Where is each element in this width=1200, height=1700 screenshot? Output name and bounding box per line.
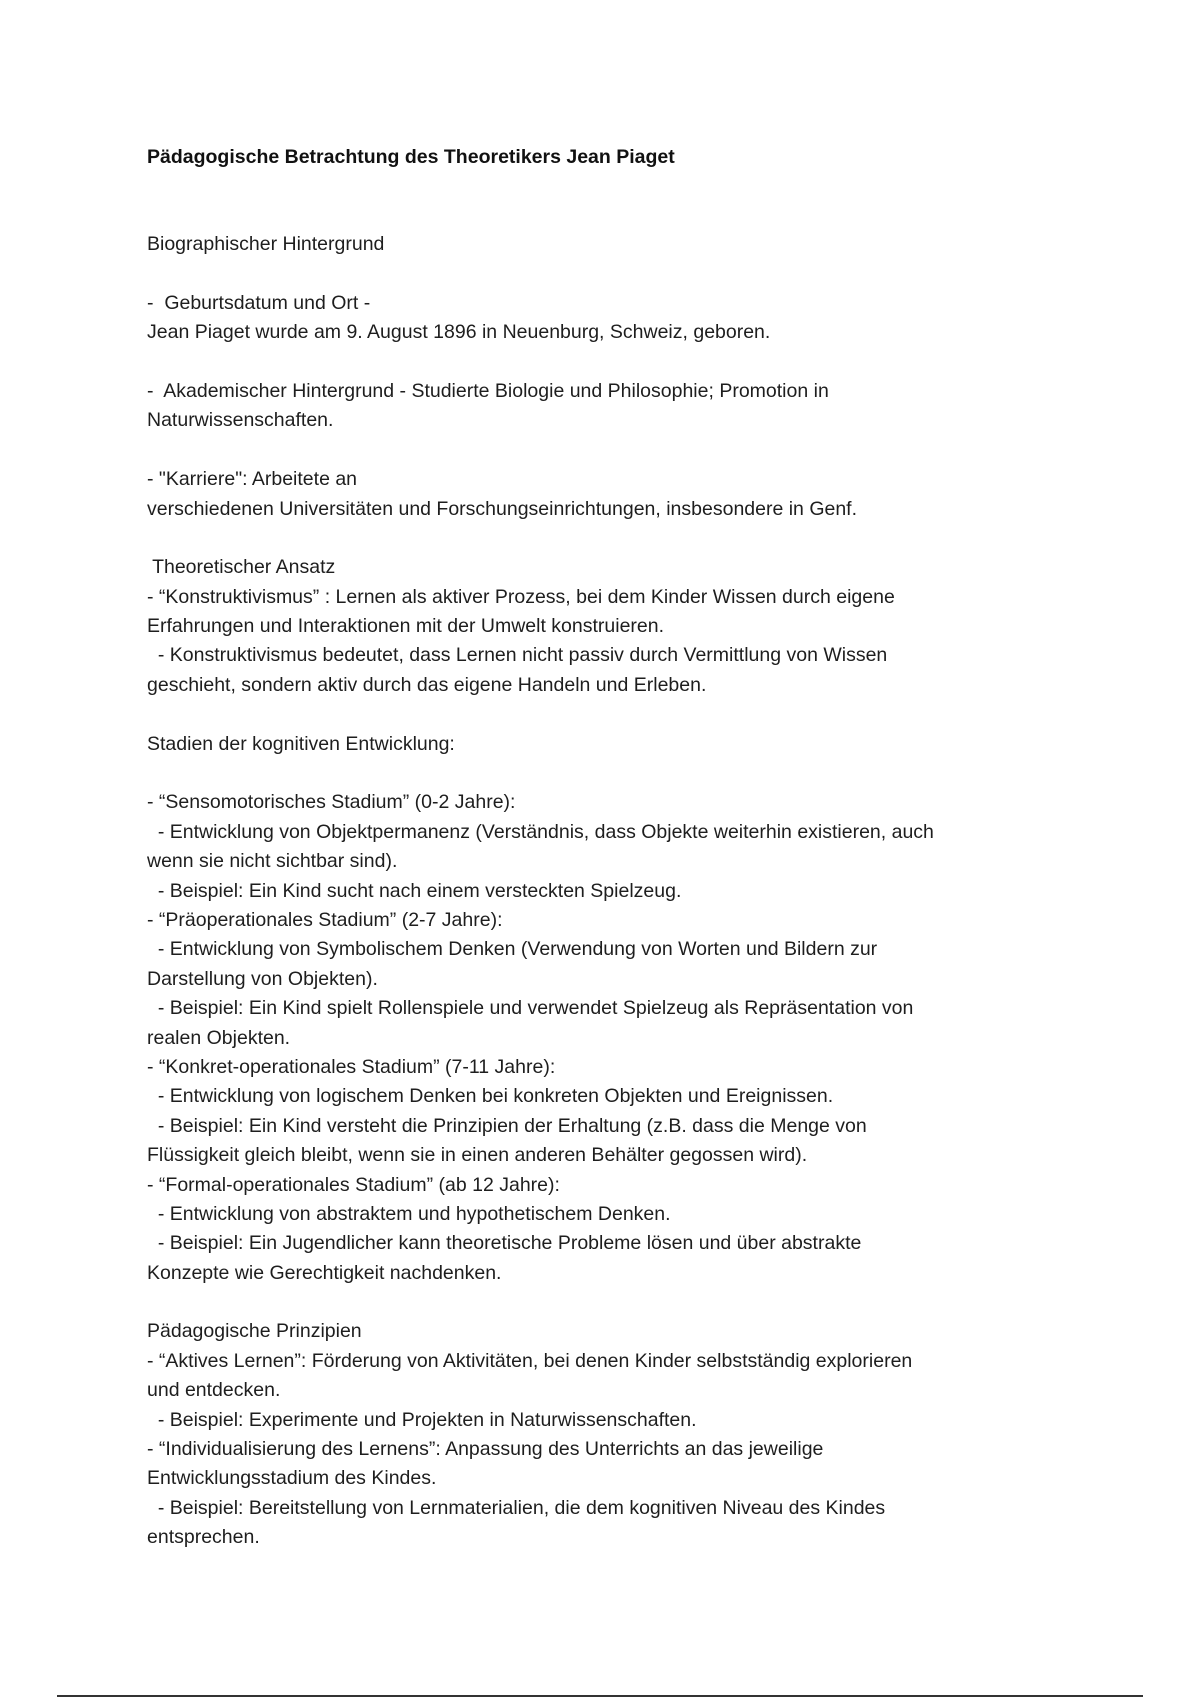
text-line: - Beispiel: Ein Kind sucht nach einem versteckten Spielzeug.	[147, 879, 682, 902]
document-body	[147, 230, 1067, 1553]
blank-line	[147, 1288, 1067, 1317]
text-line: Erfahrungen und Interaktionen mit der Umwelt konstruieren.	[147, 615, 665, 638]
section-heading-biography: Biographischer Hintergrund	[147, 233, 385, 255]
text-line: - “Individualisierung des Lernens”: Anpassung des Unterrichts an das jeweilige	[147, 1438, 824, 1461]
text-line: - “Präoperationales Stadium” (2-7 Jahre):	[147, 908, 503, 931]
text-line: - Geburtsdatum und Ort -	[147, 291, 371, 314]
text-line: - “Formal-operationales Stadium” (ab 12 Jahre):	[147, 1173, 560, 1196]
section-heading-principles: Pädagogische Prinzipien	[147, 1320, 362, 1343]
text-line: - Entwicklung von abstraktem und hypothetischem Denken.	[147, 1202, 671, 1225]
text-line: wenn sie nicht sichtbar sind).	[147, 850, 398, 873]
text-line: - Entwicklung von Objektpermanenz (Verständnis, dass Objekte weiterhin existieren, auch	[147, 820, 934, 843]
text-line: - Entwicklung von logischem Denken bei konkreten Objekten und Ereignissen.	[147, 1085, 834, 1108]
blank-line	[147, 700, 1067, 729]
text-line: und entdecken.	[147, 1379, 281, 1402]
blank-line	[147, 259, 1067, 288]
text-line: - Akademischer Hintergrund - Studierte Biologie und Philosophie; Promotion in	[147, 379, 829, 402]
text-line: - Entwicklung von Symbolischem Denken (Verwendung von Worten und Bildern zur	[147, 938, 878, 961]
bottom-divider	[57, 1695, 1143, 1697]
text-line: - Beispiel: Experimente und Projekten in Naturwissenschaften.	[147, 1408, 697, 1431]
blank-line	[147, 436, 1067, 465]
text-line: Jean Piaget wurde am 9. August 1896 in Neuenburg, Schweiz, geboren.	[147, 321, 771, 344]
text-line: - Beispiel: Bereitstellung von Lernmaterialien, die dem kognitiven Niveau des Kindes	[147, 1496, 886, 1519]
text-line: entsprechen.	[147, 1526, 260, 1549]
text-line: - “Konkret-operationales Stadium” (7-11 Jahre):	[147, 1055, 556, 1078]
text-line: - “Sensomotorisches Stadium” (0-2 Jahre):	[147, 791, 516, 814]
section-heading-stages: Stadien der kognitiven Entwicklung:	[147, 732, 455, 755]
text-line: verschiedenen Universitäten und Forschungseinrichtungen, insbesondere in Genf.	[147, 497, 858, 520]
text-line: Flüssigkeit gleich bleibt, wenn sie in einen anderen Behälter gegossen wird).	[147, 1144, 808, 1167]
text-line: - Konstruktivismus bedeutet, dass Lernen nicht passiv durch Vermittlung von Wissen	[147, 644, 888, 667]
text-line: Konzepte wie Gerechtigkeit nachdenken.	[147, 1261, 502, 1284]
text-line: Darstellung von Objekten).	[147, 967, 378, 990]
section-heading-theory: Theoretischer Ansatz	[147, 556, 336, 579]
blank-line	[147, 348, 1067, 377]
document-title: Pädagogische Betrachtung des Theoretikers Jean Piaget	[147, 146, 675, 168]
text-line: - “Aktives Lernen”: Förderung von Aktivitäten, bei denen Kinder selbstständig explorieren	[147, 1349, 913, 1372]
text-line: Entwicklungsstadium des Kindes.	[147, 1467, 437, 1490]
blank-line	[147, 524, 1067, 553]
text-line: - “Konstruktivismus” : Lernen als aktiver Prozess, bei dem Kinder Wissen durch eigene	[147, 585, 895, 608]
text-line: - Beispiel: Ein Kind spielt Rollenspiele und verwendet Spielzeug als Repräsentation von	[147, 997, 914, 1020]
text-line: realen Objekten.	[147, 1026, 291, 1049]
text-line: - Beispiel: Ein Jugendlicher kann theoretische Probleme lösen und über abstrakte	[147, 1232, 862, 1255]
text-line: Naturwissenschaften.	[147, 409, 334, 432]
text-line: geschieht, sondern aktiv durch das eigene Handeln und Erleben.	[147, 673, 707, 696]
blank-line	[147, 759, 1067, 788]
text-line: - Beispiel: Ein Kind versteht die Prinzipien der Erhaltung (z.B. dass die Menge von	[147, 1114, 867, 1137]
text-line: - "Karriere": Arbeitete an	[147, 468, 358, 491]
